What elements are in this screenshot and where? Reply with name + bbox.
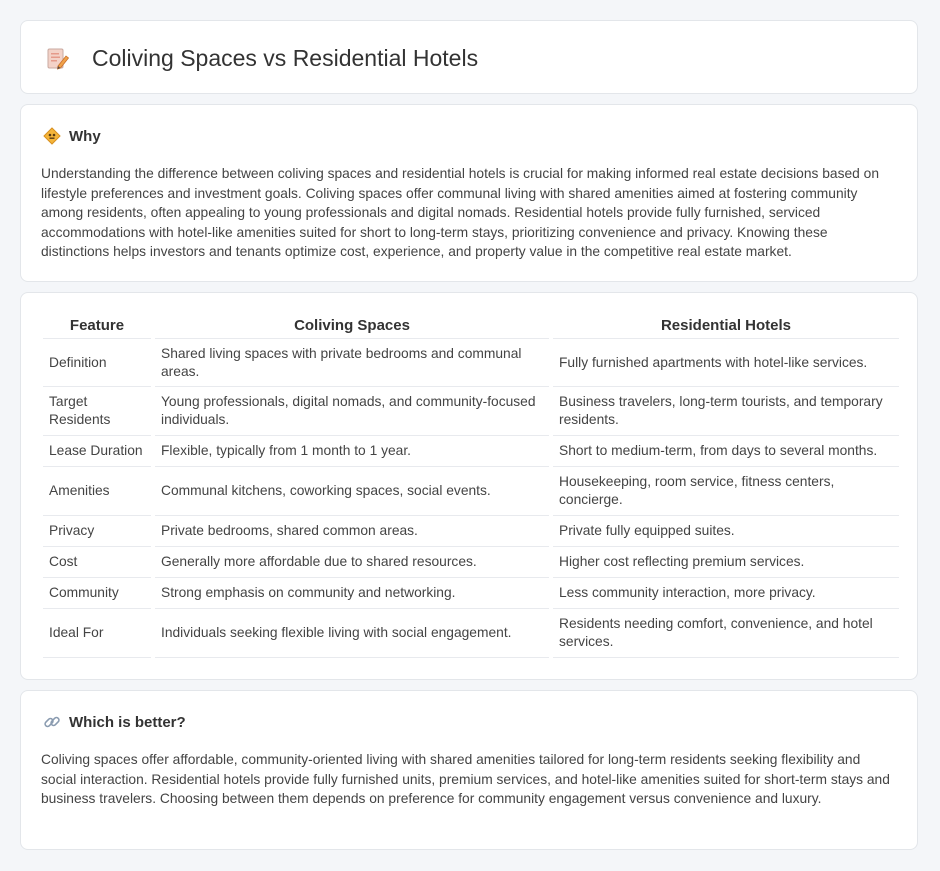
page-title: Coliving Spaces vs Residential Hotels (92, 45, 479, 71)
row-residential-hotels: Residents needing comfort, convenience, and hotel services. (553, 609, 899, 658)
better-header (43, 713, 186, 731)
table-row (43, 467, 899, 516)
row-residential-hotels: Private fully equipped suites. (553, 516, 899, 547)
table-row (43, 339, 899, 387)
row-coliving: Shared living spaces with private bedrooms and communal areas. (155, 339, 549, 387)
column-header-coliving: Coliving Spaces (155, 315, 549, 339)
diamond-sign-icon (43, 127, 61, 145)
row-coliving: Individuals seeking flexible living with social engagement. (155, 609, 549, 658)
table-row (43, 516, 899, 547)
row-coliving: Private bedrooms, shared common areas. (155, 516, 549, 547)
why-header (43, 127, 101, 145)
row-feature: Amenities (43, 467, 151, 516)
why-heading: Why (69, 127, 101, 145)
row-coliving: Communal kitchens, coworking spaces, social events. (155, 467, 549, 516)
row-feature: Definition (43, 339, 151, 387)
table-row (43, 609, 899, 658)
table-row (43, 578, 899, 609)
better-text: Coliving spaces offer affordable, community-oriented living with shared amenities tailored for long-term residents seeking flexibility and social interaction. Residential hotels provide fully furnished units, premium services, and hotel-like amenities suited for short-term stays and business travelers. Choosing between them depends on preference for community engagement versus convenience and luxury. (41, 752, 890, 807)
row-coliving: Strong emphasis on community and networking. (155, 578, 549, 609)
which-is-better-section (20, 690, 918, 850)
row-coliving: Young professionals, digital nomads, and community-focused individuals. (155, 387, 549, 436)
table-row (43, 547, 899, 578)
why-text: Understanding the difference between coliving spaces and residential hotels is crucial for making informed real estate decisions based on lifestyle preferences and investment goals. Coliving spaces offer communal living with shared amenities aimed at fostering community among residents, often appealing to young professionals and digital nomads. Residential hotels provide fully furnished, serviced accommodations with hotel-like amenities suited for short to long-term stays, prioritizing convenience and privacy. Knowing these distinctions helps investors and tenants optimize cost, experience, and property value in the competitive real estate market. (41, 166, 880, 260)
column-header-residential-hotels: Residential Hotels (553, 315, 899, 339)
row-residential-hotels: Business travelers, long-term tourists, and temporary residents. (553, 387, 899, 436)
table-header-row (43, 315, 899, 339)
title-card (20, 20, 918, 94)
table-row (43, 387, 899, 436)
row-feature: Lease Duration (43, 436, 151, 467)
row-residential-hotels: Fully furnished apartments with hotel-like services. (553, 339, 899, 387)
column-header-feature: Feature (43, 315, 151, 339)
link-icon (43, 713, 61, 731)
why-section (20, 104, 918, 282)
row-coliving: Generally more affordable due to shared resources. (155, 547, 549, 578)
row-feature: Community (43, 578, 151, 609)
comparison-table (43, 315, 899, 658)
row-residential-hotels: Short to medium-term, from days to several months. (553, 436, 899, 467)
table-row (43, 436, 899, 467)
comparison-section (20, 292, 918, 680)
row-feature: Target Residents (43, 387, 151, 436)
row-feature: Cost (43, 547, 151, 578)
row-residential-hotels: Less community interaction, more privacy. (553, 578, 899, 609)
row-feature: Privacy (43, 516, 151, 547)
row-feature: Ideal For (43, 609, 151, 658)
row-coliving: Flexible, typically from 1 month to 1 year. (155, 436, 549, 467)
row-residential-hotels: Higher cost reflecting premium services. (553, 547, 899, 578)
row-residential-hotels: Housekeeping, room service, fitness centers, concierge. (553, 467, 899, 516)
document-pencil-icon (47, 47, 69, 71)
better-heading: Which is better? (69, 713, 186, 731)
